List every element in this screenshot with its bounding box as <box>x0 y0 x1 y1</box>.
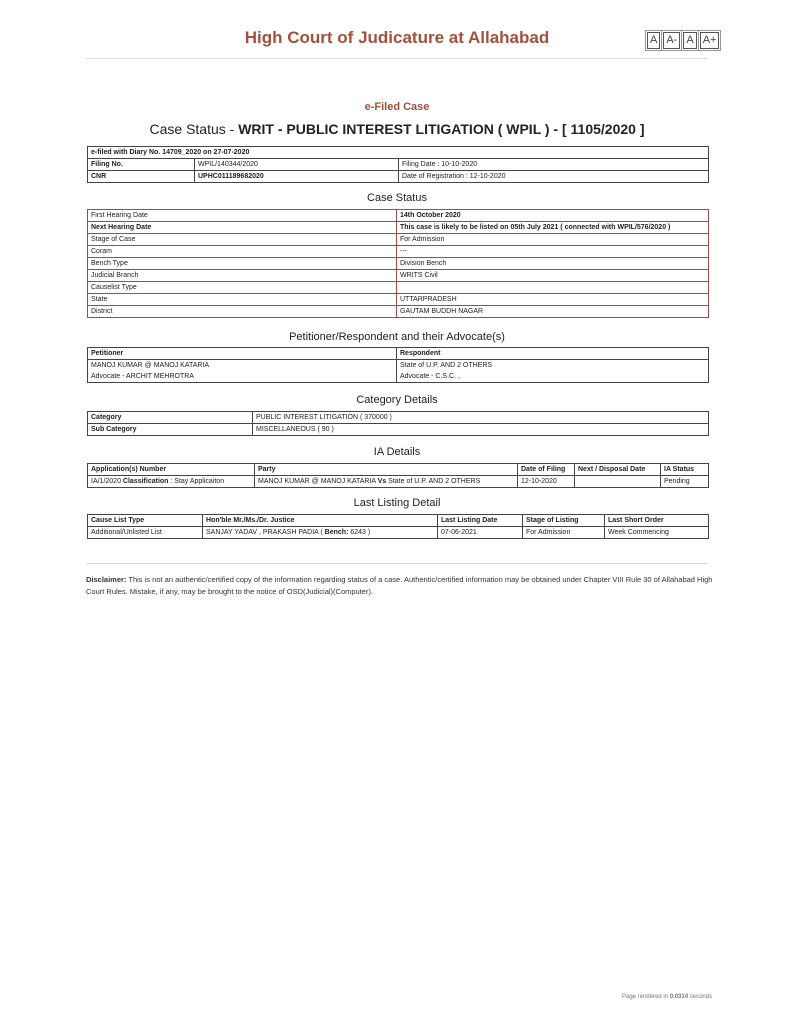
ia-next-date <box>575 476 661 488</box>
column-header: Cause List Type <box>88 515 203 527</box>
party-b: State of U.P. AND 2 OTHERS <box>388 478 481 485</box>
row-value: 14th October 2020 <box>397 210 709 222</box>
last-listing-date: 07-06-2021 <box>438 527 523 539</box>
table-row <box>88 527 709 539</box>
ia-section-title: IA Details <box>373 446 421 458</box>
filing-no-value: WPIL/140344/2020 <box>195 159 399 171</box>
judges-cell <box>203 527 438 539</box>
category-value: PUBLIC INTEREST LITIGATION ( 370000 ) <box>253 412 709 424</box>
efiled-label: e-Filed Case <box>364 101 430 113</box>
case-status-prefix: Case Status - <box>149 121 239 137</box>
petitioner-name: MANOJ KUMAR @ MANOJ KATARIA <box>88 360 397 372</box>
registration-date: Date of Registration : 12-10-2020 <box>399 171 709 183</box>
font-increase-button[interactable]: A+ <box>700 32 720 49</box>
render-time-footer <box>622 994 712 1000</box>
cnr-label: CNR <box>88 171 195 183</box>
case-status-section-title: Case Status <box>367 192 427 204</box>
category-label: Category <box>88 412 253 424</box>
ia-party-cell <box>255 476 518 488</box>
row-value: This case is likely to be listed on 05th July 2021 ( connected with WPIL/576/2020 ) <box>397 222 709 234</box>
row-value <box>397 282 709 294</box>
judges: SANJAY YADAV , PRAKASH PADIA ( <box>206 529 323 536</box>
ia-status: Pending <box>661 476 709 488</box>
listing-table <box>87 514 709 539</box>
table-header-row <box>88 464 709 476</box>
font-decrease-button[interactable]: A- <box>663 32 680 49</box>
table-row <box>88 306 709 318</box>
table-row <box>88 476 709 488</box>
row-label: Stage of Case <box>88 234 397 246</box>
row-value: WRITS Civil <box>397 270 709 282</box>
table-row <box>88 294 709 306</box>
column-header: Date of Filing <box>518 464 575 476</box>
column-header: Party <box>255 464 518 476</box>
cause-list-type: Additional/Unlisted List <box>88 527 203 539</box>
case-status-table <box>87 209 709 318</box>
diary-heading: e-filed with Diary No. 14709_2020 on 27-07-2020 <box>88 147 709 159</box>
row-label: District <box>88 306 397 318</box>
table-row <box>88 282 709 294</box>
table-row <box>88 270 709 282</box>
row-value: --- <box>397 246 709 258</box>
disclaimer-text: This is not an authentic/certified copy of the information regarding status of a case. Authentic/certified information may be obtained under Chapter VIII Rule 30 of Allahabad High Court Rules. Mistake, if any, may be brought to the notice of OSD(Judicial)(Computer). <box>86 575 713 596</box>
disclaimer-label: Disclaimer: <box>86 575 127 584</box>
category-table <box>87 411 709 436</box>
table-row <box>88 234 709 246</box>
row-label: Next Hearing Date <box>88 222 397 234</box>
column-header: Next / Disposal Date <box>575 464 661 476</box>
respondent-advocate: Advocate - C.S.C. , <box>397 371 709 383</box>
column-header: Hon'ble Mr./Ms./Dr. Justice <box>203 515 438 527</box>
content-divider <box>86 563 708 564</box>
parties-section-title: Petitioner/Respondent and their Advocate(s) <box>289 331 505 343</box>
row-label: State <box>88 294 397 306</box>
column-header: Application(s) Number <box>88 464 255 476</box>
versus-label: Vs <box>377 478 387 485</box>
filing-date: Filing Date : 10-10-2020 <box>399 159 709 171</box>
case-status-heading <box>0 121 794 137</box>
listing-section-title: Last Listing Detail <box>353 497 441 509</box>
petitioner-advocate: Advocate - ARCHIT MEHROTRA <box>88 371 397 383</box>
case-title: WRIT - PUBLIC INTEREST LITIGATION ( WPIL ) - [ 1105/2020 ] <box>238 121 645 137</box>
classification-value: : Stay Applicaiton <box>170 478 225 485</box>
row-label: Causelist Type <box>88 282 397 294</box>
row-value: UTTARPRADESH <box>397 294 709 306</box>
sub-category-label: Sub Category <box>88 424 253 436</box>
ia-number: IA/1/2020 <box>91 478 121 485</box>
petitioner-header: Petitioner <box>88 348 397 360</box>
table-row <box>88 246 709 258</box>
ia-table <box>87 463 709 488</box>
row-label: Coram <box>88 246 397 258</box>
footer-suffix: seconds <box>688 994 713 1000</box>
cnr-value: UPHC011189682020 <box>195 171 399 183</box>
font-normal-button[interactable]: A <box>683 32 696 49</box>
ia-number-cell <box>88 476 255 488</box>
page-title: High Court of Judicature at Allahabad <box>244 28 550 47</box>
table-header-row <box>88 515 709 527</box>
bench-label: Bench: <box>324 529 349 536</box>
table-row <box>88 210 709 222</box>
row-label: First Hearing Date <box>88 210 397 222</box>
table-row <box>88 222 709 234</box>
row-label: Bench Type <box>88 258 397 270</box>
column-header: Last Listing Date <box>438 515 523 527</box>
footer-prefix: Page rendered in <box>622 994 670 1000</box>
category-section-title: Category Details <box>356 394 438 406</box>
parties-table <box>87 347 709 383</box>
respondent-header: Respondent <box>397 348 709 360</box>
bench-value: 6243 ) <box>350 529 371 536</box>
font-reset-button[interactable]: A <box>647 32 660 49</box>
row-value: For Admission <box>397 234 709 246</box>
sub-category-value: MISCELLANEOUS ( 90 ) <box>253 424 709 436</box>
ia-filing-date: 12-10-2020 <box>518 476 575 488</box>
column-header: Last Short Order <box>605 515 709 527</box>
party-a: MANOJ KUMAR @ MANOJ KATARIA <box>258 478 376 485</box>
row-value: Division Bench <box>397 258 709 270</box>
last-short-order: Week Commencing <box>605 527 709 539</box>
filing-no-label: Filing No. <box>88 159 195 171</box>
stage-of-listing: For Admission <box>523 527 605 539</box>
column-header: Stage of Listing <box>523 515 605 527</box>
column-header: IA Status <box>661 464 709 476</box>
respondent-name: State of U.P. AND 2 OTHERS <box>397 360 709 372</box>
row-label: Judicial Branch <box>88 270 397 282</box>
disclaimer <box>86 574 716 598</box>
row-value: GAUTAM BUDDH NAGAR <box>397 306 709 318</box>
table-row <box>88 258 709 270</box>
classification-label: Classification <box>122 478 169 485</box>
diary-table <box>87 146 709 183</box>
render-time: 0.0314 <box>669 994 689 1000</box>
header-divider <box>86 58 708 59</box>
font-size-controls <box>647 32 719 49</box>
